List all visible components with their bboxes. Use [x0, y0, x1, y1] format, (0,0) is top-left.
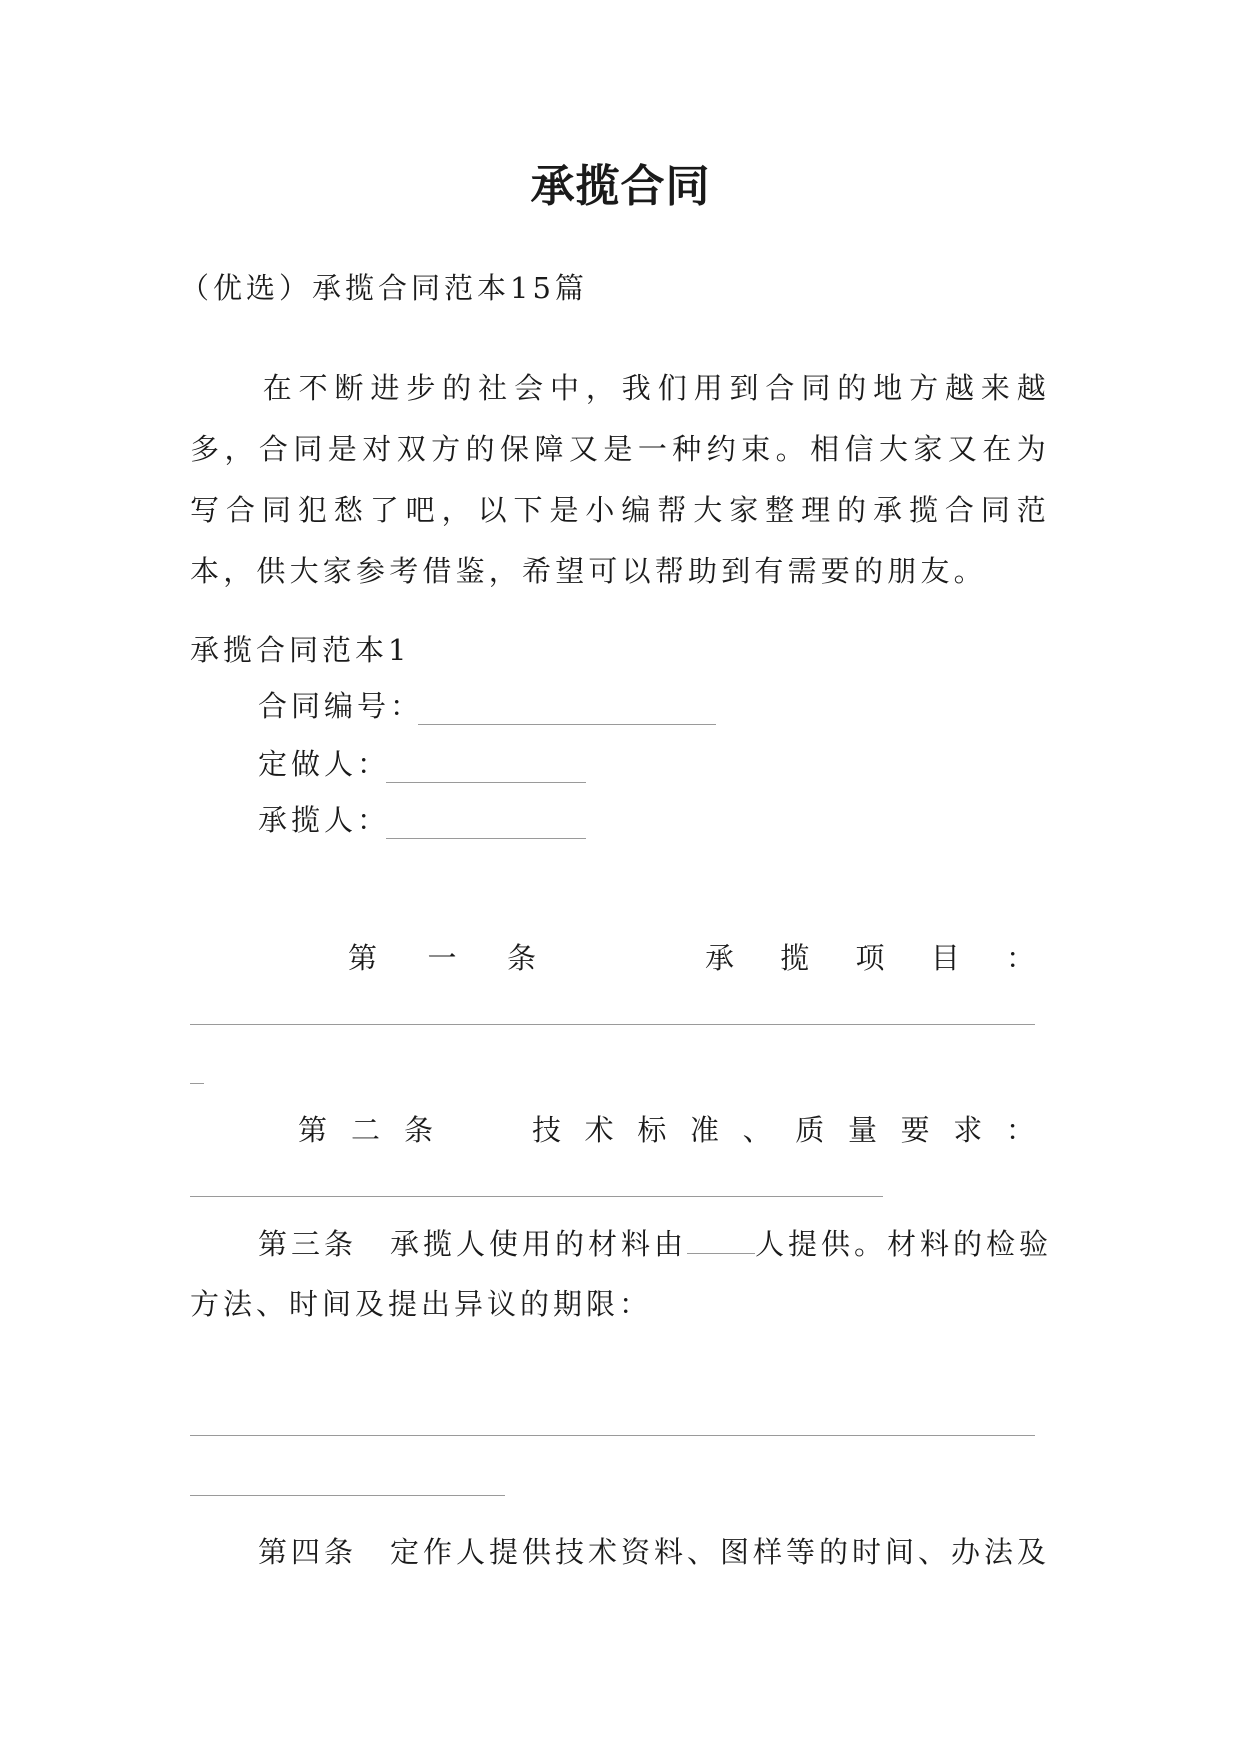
article2-char: 要: [900, 1113, 930, 1147]
article3-line2: 方法、时间及提出异议的期限：: [190, 1287, 653, 1321]
article2-char: 求: [953, 1113, 983, 1147]
document-title: 承揽合同: [530, 161, 711, 212]
article3-text-a: 第三条 承揽人使用的材料由: [258, 1227, 688, 1261]
article3-text-b: 人提供。材料的检验: [755, 1227, 1053, 1261]
article1-blank-line-end: [190, 1083, 204, 1084]
article1-char: 目: [930, 941, 960, 975]
article3-blank-line: [190, 1435, 1035, 1436]
orderer-label: 定做人：: [258, 747, 391, 781]
article1-char: 一: [427, 941, 457, 975]
article2-blank-line: [190, 1196, 883, 1197]
article4-line1: 第四条 定作人提供技术资料、图样等的时间、办法及: [258, 1535, 1051, 1569]
article1-char: 第: [348, 941, 378, 975]
article1-blank-line: [190, 1024, 1035, 1025]
article1-char: ：: [1005, 941, 1035, 975]
contract-number-blank: [418, 724, 716, 725]
article2-number: [298, 1110, 433, 1150]
contractor-blank: [386, 838, 586, 839]
article1-char: 揽: [780, 941, 810, 975]
article2-char: 术: [584, 1113, 614, 1147]
document-subtitle: （优选）承揽合同范本15篇: [180, 271, 588, 305]
article2-char: 标: [637, 1113, 667, 1147]
article3-blank: [687, 1227, 755, 1254]
article2-char: 量: [847, 1113, 877, 1147]
section-heading: 承揽合同范本1: [190, 633, 411, 667]
article1-char: 项: [855, 941, 885, 975]
article2-char: 第: [298, 1113, 328, 1147]
article3-blank-line-end: [190, 1495, 505, 1496]
article2-char: 质: [795, 1113, 825, 1147]
article1-char: 条: [506, 941, 536, 975]
article1-number: [348, 938, 536, 978]
intro-text: 在不断进步的社会中，我们用到合同的地方越来越多，合同是对双方的保障又是一种约束。相信大家又在为写合同犯愁了吧，以下是小编帮大家整理的承揽合同范本，供大家参考借鉴，希望可以帮助到有需要的朋友。: [190, 371, 1050, 588]
article2-char: ：: [1005, 1113, 1035, 1147]
article2-char: 技: [532, 1113, 562, 1147]
orderer-blank: [386, 782, 586, 783]
contract-number-label: 合同编号：: [258, 689, 424, 723]
article2-char: 条: [403, 1113, 433, 1147]
article2-char: 、: [742, 1113, 772, 1147]
intro-paragraph: [190, 358, 1050, 602]
article3-line1: [258, 1224, 1052, 1264]
article2-char: 准: [689, 1113, 719, 1147]
article1-char: 承: [705, 941, 735, 975]
article2-char: 二: [350, 1113, 380, 1147]
article1-title: [705, 938, 1035, 978]
contractor-label: 承揽人：: [258, 803, 391, 837]
article2-title: [532, 1110, 1035, 1150]
